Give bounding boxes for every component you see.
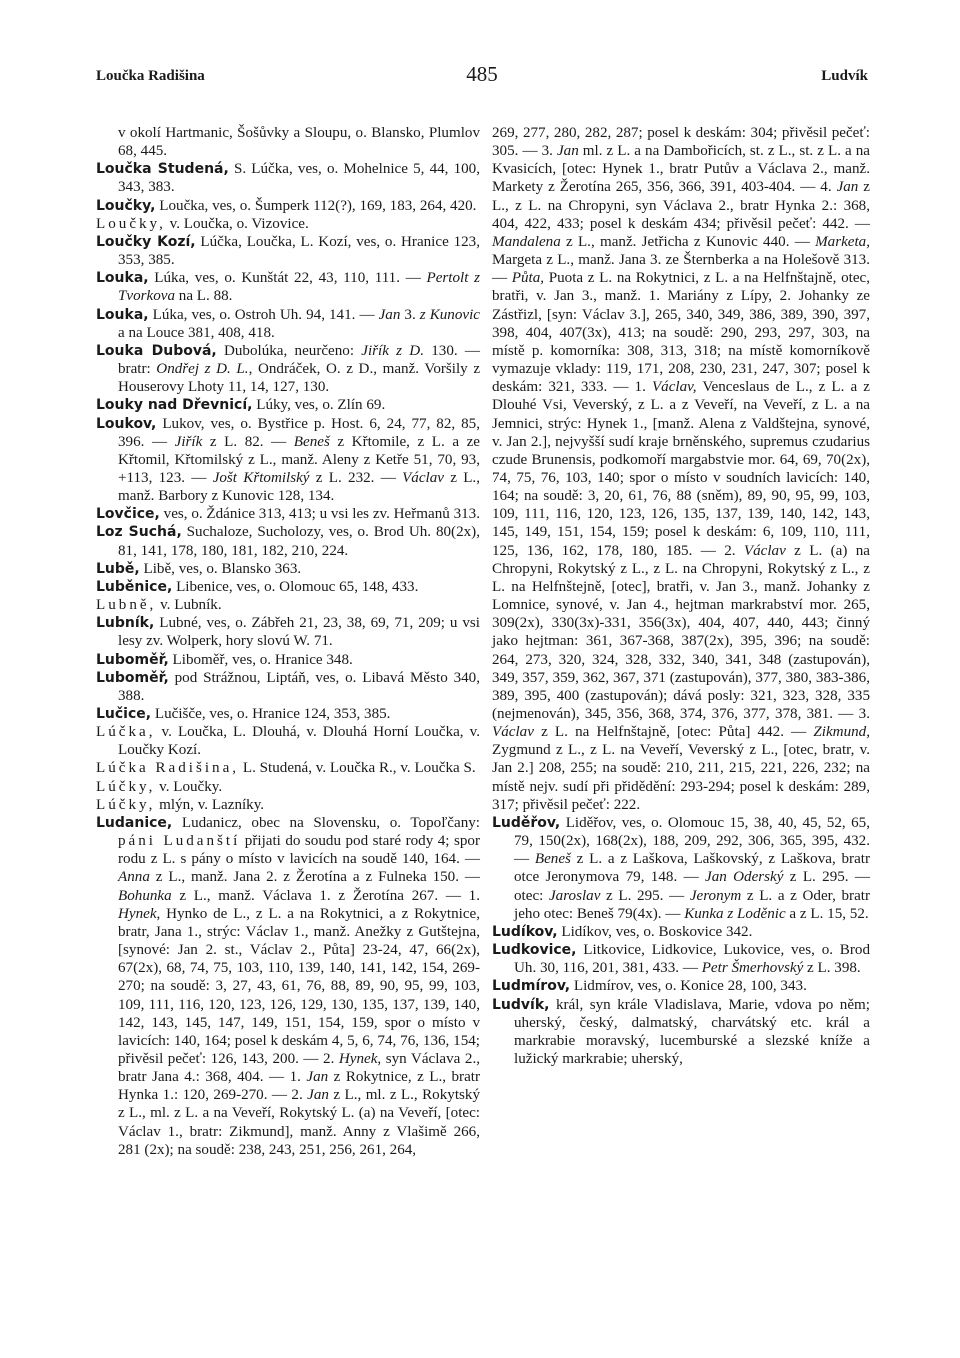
- index-entry: [96, 814, 480, 1159]
- index-entry: [96, 560, 480, 578]
- entry-headword: Loučky,: [96, 197, 156, 214]
- entry-headword: Lúčky,: [96, 796, 156, 813]
- index-entry: [96, 269, 480, 305]
- entry-text: Dubolúka, neurčeno:: [216, 342, 362, 359]
- entry-headword: Loukov,: [96, 415, 157, 432]
- entry-text: z L., ml. z L., Rokytský z L., ml. z L. a na Veveří, Rokytský L. (a) na Veveří, [otec: Václav 1., bratr: Zikmund], manž. Anny z Vlašimě 266, 281 (2x); na soudě: 238, 243, 251, 256, 261, 264,: [118, 1087, 480, 1158]
- entry-headword: Louky nad Dřevnicí,: [96, 397, 253, 414]
- entry-text: Suchaloze, Sucholozy, ves, o. Brod Uh. 80(2x), 81, 141, 178, 180, 181, 182, 210, 224.: [118, 524, 480, 559]
- entry-text: Ludanicz, obec na Slovensku, o. Topoľčany:: [172, 814, 480, 831]
- entry-text: v. Lubník.: [156, 597, 222, 614]
- index-entry: [96, 723, 480, 759]
- entry-text: Libenice, ves, o. Olomouc 65, 148, 433.: [172, 578, 419, 595]
- entry-text: Jan Oderský: [705, 869, 784, 886]
- entry-text: Beneš: [534, 851, 571, 868]
- entry-text: z L. a z Oder, bratr jeho otec: Beneš 79(4x). —: [514, 887, 870, 922]
- index-entry: [96, 669, 480, 705]
- index-entry: [492, 814, 870, 923]
- entry-text: Bohunka: [118, 887, 172, 904]
- index-entry: [96, 306, 480, 342]
- entry-text: z L., manž. Václava 1. z Žerotína 267. — 1.: [171, 887, 480, 904]
- entry-text: přijati do soudu pod staré rody 4; spor rodu z L. s pány o místo v lavicích na soudě 140, 164. —: [118, 833, 480, 868]
- entry-text: 130. — bratr:: [118, 342, 480, 378]
- entry-text: S. Lúčka, ves, o. Mohelnice 5, 44, 100, 343, 383.: [118, 161, 481, 196]
- entry-text: Hynek: [338, 1050, 378, 1067]
- entry-headword: Louka,: [96, 270, 149, 287]
- index-entry: [96, 578, 480, 596]
- index-entry: [96, 505, 480, 523]
- entry-headword: Luboměř,: [96, 651, 169, 668]
- entry-headword: páni Ludanští: [118, 833, 241, 850]
- entry-text: Lúka, ves, o. Kunštát 22, 43, 110, 111. —: [148, 270, 427, 287]
- entry-headword: Ludvík,: [492, 996, 550, 1013]
- entry-text: Zikmund,: [813, 724, 870, 741]
- entry-text: mlýn, v. Lazníky.: [155, 796, 265, 813]
- page-header: [96, 62, 868, 92]
- entry-text: Marketa,: [815, 233, 870, 250]
- index-entry: [96, 523, 480, 559]
- entry-text: Jiřík: [174, 433, 203, 450]
- entry-text: z L. na Helfnštajně, [otec: Půta] 442. —: [533, 724, 814, 741]
- entry-text: Ondřej z D. L.: [156, 361, 249, 378]
- entry-headword: Luděřov,: [492, 814, 561, 831]
- entry-headword: Lúčky,: [96, 778, 156, 795]
- entry-headword: Luběnice,: [96, 578, 173, 595]
- entry-text: Litkovice, Lidkovice, Lukovice, ves, o. Brod Uh. 30, 116, 201, 381, 433. —: [514, 942, 870, 977]
- entry-text: Zygmund z L., z L. na Veveří, Veverský z L., [otec, bratr, v. Jan 2.] 208, 255; na soudě: 210, 211, 215, 221, 226, 232; na místě nejv. sudí při přidědění: 293-294; posel k deskám: 289, 317; přivěsil pečeť: 222.: [492, 742, 870, 813]
- entry-text: v. Loučky.: [155, 778, 223, 795]
- entry-text: Lidíkov, ves, o. Boskovice 342.: [557, 923, 753, 940]
- entry-text: Jan: [556, 143, 579, 160]
- entry-headword: Lučice,: [96, 706, 152, 722]
- index-entry: [492, 941, 870, 977]
- entry-text: Jaroslav: [548, 887, 601, 904]
- entry-headword: Lovčice,: [96, 506, 160, 523]
- index-entry: [96, 124, 480, 160]
- index-entry: [96, 233, 480, 269]
- entry-headword: Louka,: [96, 306, 149, 323]
- entry-headword: Lúčka,: [96, 724, 156, 741]
- entry-text: Lúčka, Loučka, L. Kozí, ves, o. Hranice 123, 353, 385.: [118, 233, 480, 269]
- entry-text: Loučka, ves, o. Šumperk 112(?), 169, 183, 264, 420.: [155, 197, 477, 214]
- entry-text: z Kunovic: [419, 306, 480, 323]
- entry-text: na L. 88.: [175, 288, 233, 305]
- entry-headword: Loučky Kozí,: [96, 233, 196, 250]
- entry-text: 269, 277, 280, 282, 287; posel k deskám: 304; přivěsil pečeť: 305. — 3.: [492, 125, 870, 160]
- entry-headword: Loučka Studená,: [96, 161, 229, 178]
- entry-text: z L., manž. Barbory z Kunovic 128, 134.: [118, 469, 480, 505]
- entry-text: Venceslaus de L., z L. a z Dlouhé Vsi, Veverský, z L. a z Veveří, na Veveří, z L. a na Jemnici, strýc: Hynek 1., [manž. Alena z Valdštejna, synové, v. Jan 2.], nejvyšší sudí kraje brněnského, supremus czudarius czude Brunensis, podkomoří margabstvie mor. 64, 69, 70(2x), 74, 75, 76, 103, 140; spor o místo v soudních lavicích: 140, 164; na soudě: 3, 20, 61, 76, 88 (sněm), 89, 90, 95, 99, 103, 109, 111, 116, 120, 123, 126, 135, 137, 139, 140, 142, 143, 145, 149, 151, 154, 159; posel k deskám: 6, 109, 110, 111, 125, 136, 162, 178, 180, 185. — 2.: [492, 379, 870, 559]
- entry-text: Libě, ves, o. Blansko 363.: [139, 560, 302, 577]
- entry-text: Margeta z L., manž. Jana 3. ze Šternberka a na Holešově 313. —: [492, 252, 870, 287]
- entry-text: z L. a z Laškova, Laškovský, z Laškova, bratr otce Jeronymova 79, 148. —: [514, 851, 870, 886]
- left-column: [96, 124, 480, 1159]
- entry-text: z L., z L. na Chropyni, syn Václava 2., bratr Hynka 2.: 368, 404, 422, 433; posel k deskám 434; přivěsil pečeť: 442. —: [492, 179, 871, 232]
- index-entry: [96, 215, 480, 233]
- entry-headword: Ludíkov,: [492, 923, 558, 940]
- entry-text: L. Studená, v. Loučka R., v. Loučka S.: [239, 760, 476, 777]
- entry-text: a z L. 15, 52.: [785, 905, 869, 922]
- running-head-left: Loučka Radišina: [96, 68, 205, 84]
- index-entry: [96, 705, 480, 723]
- entry-text: Jeronym: [689, 887, 742, 904]
- entry-text: Liboměř, ves, o. Hranice 348.: [168, 651, 353, 668]
- index-entry: [96, 651, 480, 669]
- entry-text: z Křtomile, z L. a ze Křtomil, Křtomilský z L., manž. Aleny z Ketře 51, 70, 93, +113, 123. —: [118, 433, 480, 486]
- entry-text: z Rokytnice, z L., bratr Hynka 1.: 120, 269-270. — 2.: [118, 1069, 481, 1104]
- entry-text: v. Loučka, L. Dlouhá, v. Dlouhá Horní Loučka, v. Loučky Kozí.: [118, 724, 480, 759]
- entry-text: v okolí Hartmanic, Šošůvky a Sloupu, o. Blansko, Plumlov 68, 445.: [118, 125, 480, 160]
- index-entry: [96, 342, 480, 396]
- entry-headword: Ludmírov,: [492, 978, 571, 995]
- entry-text: král, syn krále Vladislava, Marie, vdova po něm; uherský, český, dalmatský, charvátský etc. král a markrabie moravský, lucemburské a slezské kníže a lužický markrabie; uherský,: [514, 996, 870, 1067]
- entry-text: z L. 295. — otec:: [514, 869, 871, 904]
- index-entry: [96, 415, 480, 506]
- entry-text: v. Loučka, o. Vizovice.: [165, 215, 309, 232]
- entry-text: Václav: [402, 469, 444, 486]
- entry-text: z L., manž. Jana 2. z Žerotína a z Fulneka 150. —: [149, 869, 480, 886]
- entry-text: Petr Šmerhovský: [701, 960, 804, 977]
- entry-text: , syn Václava 2., bratr Jana 4.: 368, 404. — 1.: [118, 1050, 480, 1086]
- entry-text: Lúky, ves, o. Zlín 69.: [252, 397, 386, 414]
- entry-text: Pertolt z Tvorkova: [118, 270, 480, 305]
- entry-text: Beneš: [293, 433, 330, 450]
- entry-text: z L. 82. —: [202, 433, 294, 450]
- entry-text: z L., manž. Jetřicha z Kunovic 440. —: [560, 233, 816, 250]
- index-entry: [96, 796, 480, 814]
- entry-text: Jiřík z D.: [361, 342, 424, 359]
- entry-text: Jan: [307, 1087, 329, 1104]
- entry-text: , Hynko de L., z L. a na Rokytnici, a z Rokytnice, bratr, Jana 1., strýc: Václav 1., manž. Anežky z Gutštejna, [synové: Jan 2. st., Václav 2., Půta] 23-24, 47, 66(2x), 67(2x), 68, 74, 75, 103, 110, 139, 140, 141, 142, 154, 269-270; na soudě: 3, 27, 43, 61, 76, 88, 89, 90, 95, 99, 103, 109, 111, 116, 120, 123, 126, 129, 130, 135, 137, 139, 140, 142, 143, 145, 147, 149, 151, 154, 159, spor o místo v lavicích: 140, 164; posel k deskám 4, 5, 6, 74, 76, 136, 154; přivěsil pečeť: 126, 143, 200. — 2.: [118, 905, 480, 1067]
- entry-text: , Ondráček, O. z D., manž. Voršily z Houserovy Lhoty 11, 14, 127, 130.: [118, 361, 481, 396]
- entry-text: z L. 232. —: [309, 469, 403, 486]
- entry-headword: Lubě,: [96, 560, 140, 577]
- entry-text: ves, o. Ždánice 313, 413; u vsi les zv. Heřmanů 313.: [159, 506, 480, 523]
- entry-headword: Lubník,: [96, 615, 155, 632]
- entry-text: Václav: [743, 542, 786, 559]
- index-entry: [492, 996, 870, 1069]
- index-entry: [96, 759, 480, 777]
- entry-text: Jan: [378, 306, 401, 323]
- index-entry: [492, 977, 870, 995]
- entry-text: Hynek: [118, 905, 157, 922]
- index-entry: [96, 596, 480, 614]
- entry-headword: Ludkovice,: [492, 942, 577, 959]
- entry-text: a na Louce 381, 408, 418.: [118, 324, 275, 341]
- index-entry: [96, 778, 480, 796]
- entry-text: z L. (a) na Chropyni, Rokytský z L., z L. na Chropyni, Rokytský z L., z L. na Helfnštejně, [otec], bratři, v. Jan 3., manž. Johanky z Lomnice, synové, v. Jan 4., hejtman markrabství mor. 265, 309(2x), 330(3x)-331, 356(3x), 404, 407, 440, 443; činný jako hejtman: 361, 367-368, 387(2x), 395, 396; na soudě: 264, 273, 320, 324, 328, 332, 340, 341, 348 (zastupován), 349, 357, 359, 362, 367, 371 (zastupován), 377, 380, 383-386, 389, 395, 400 (zastupován); dává posly: 321, 323, 328, 335 (nejmenován), 345, 356, 368, 374, 376, 377, 378, 381. — 3.: [492, 542, 870, 722]
- entry-headword: Lubně,: [96, 597, 157, 614]
- index-entry: [492, 923, 870, 941]
- entry-text: Lukov, ves, o. Bystřice p. Host. 6, 24, 77, 82, 85, 396. —: [118, 415, 480, 450]
- entry-text: Jan: [306, 1069, 329, 1086]
- entry-text: Kunka z Loděnic: [684, 905, 786, 922]
- index-entry: [96, 160, 480, 196]
- entry-headword: Ludanice,: [96, 814, 173, 831]
- index-entry: [96, 396, 480, 414]
- index-entry: [492, 124, 870, 814]
- entry-text: Půta,: [511, 270, 545, 287]
- entry-text: pod Strážnou, Liptáň, ves, o. Libavá Město 340, 388.: [118, 669, 480, 704]
- entry-text: Lúka, ves, o. Ostroh Uh. 94, 141. —: [148, 306, 379, 323]
- index-entry: [96, 614, 480, 650]
- entry-headword: Louka Dubová,: [96, 342, 217, 359]
- entry-text: Mandalena: [492, 233, 561, 250]
- entry-headword: Lúčka Radišina,: [96, 760, 240, 777]
- entry-text: Václav,: [651, 379, 697, 396]
- entry-text: z L. 398.: [803, 960, 861, 977]
- entry-text: 3.: [400, 306, 420, 323]
- running-head-right: Ludvík: [821, 68, 868, 84]
- entry-headword: Loz Suchá,: [96, 524, 182, 541]
- entry-text: z L. 295. —: [600, 887, 690, 904]
- page-number: 485: [466, 62, 498, 86]
- entry-text: Puota z L. na Rokytnici, z L. a na Helfnštajně, otec, bratři, v. Jan 3., manž. 1. Mariány z Lípy, 2. Johanky ze Zástřizl, [syn: Václav 3.], 265, 340, 349, 386, 389, 390, 397, 398, 404, 407(3x), 413; na soudě: 290, 293, 297, 303, na místě p. komorníka: 308, 313, 318; na místě komorníkově vymazuje vklady: 119, 171, 208, 230, 231, 247, 307; posel k deskám: 321, 333. — 1.: [492, 270, 870, 396]
- entry-text: Lidmírov, ves, o. Konice 28, 100, 343.: [570, 978, 807, 995]
- entry-text: ml. z L. a na Dambořicích, st. z L., st. z L. a na Kvasicích, [otec: Hynek 1., bratr Putův a Václava 2., manž. Markety z Žerotína 265, 356, 366, 391, 403-404. — 4.: [492, 143, 870, 196]
- entry-text: Jan: [836, 179, 859, 196]
- entry-text: Anna: [118, 869, 150, 886]
- entry-headword: Loučky,: [96, 215, 166, 232]
- entry-text: Jošt Křtomilský: [212, 469, 310, 486]
- right-column: [492, 124, 870, 1068]
- index-entry: [96, 197, 480, 215]
- entry-text: Lučišče, ves, o. Hranice 124, 353, 385.: [151, 706, 391, 722]
- entry-text: Václav: [492, 724, 534, 741]
- entry-text: Liděřov, ves, o. Olomouc 15, 38, 40, 45, 52, 65, 79, 150(2x), 168(2x), 188, 209, 292, 306, 365, 395, 432. —: [514, 814, 870, 868]
- entry-text: Lubné, ves, o. Zábřeh 21, 23, 38, 69, 71, 209; u vsi lesy zv. Wolperk, hory slovú W. 71.: [118, 615, 480, 650]
- entry-headword: Luboměř,: [96, 669, 169, 686]
